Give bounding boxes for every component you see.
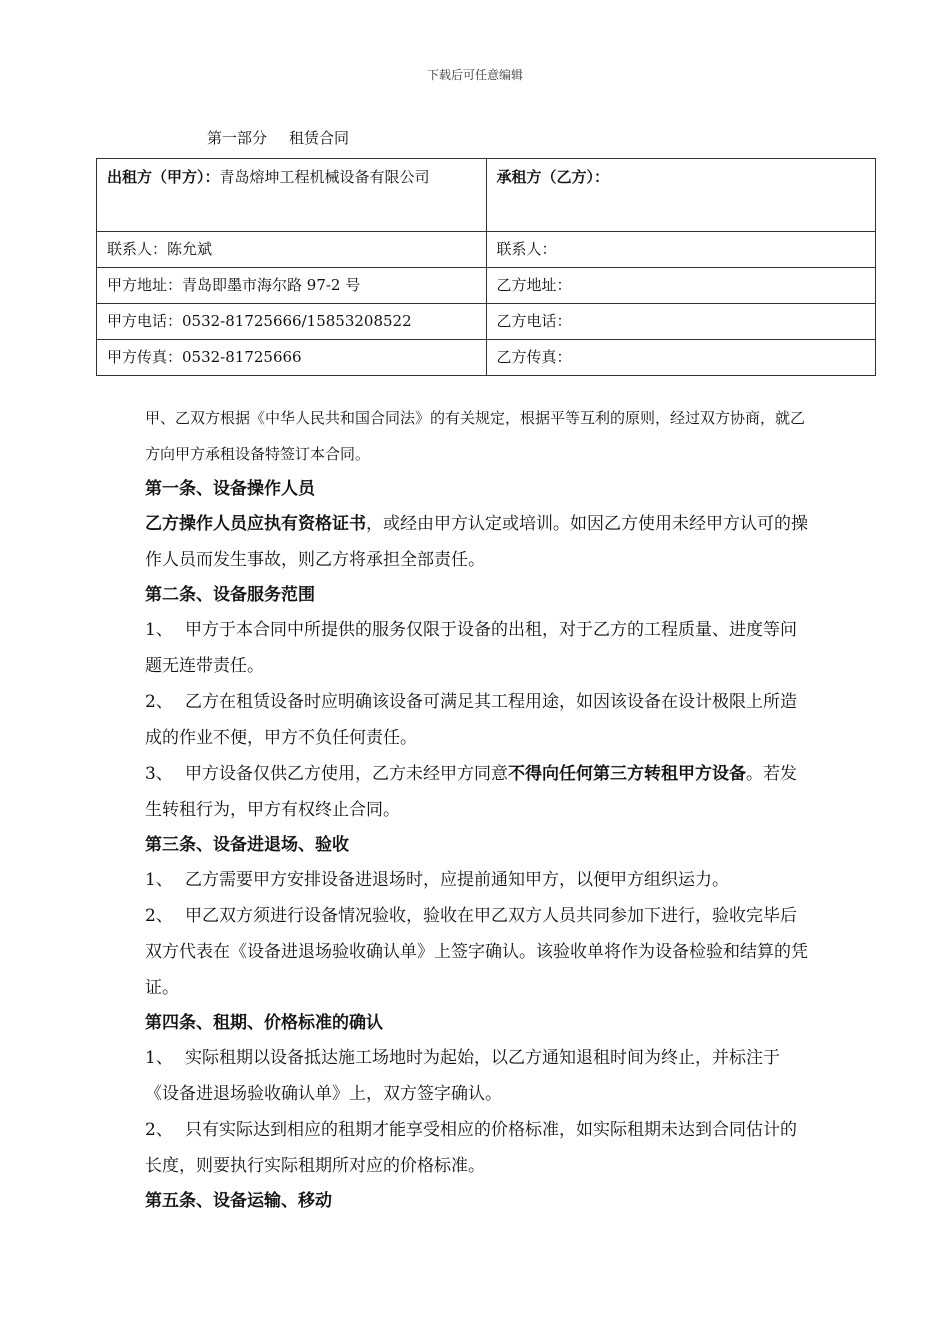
item-number: 2、: [145, 1120, 173, 1140]
address-right: 乙方地址：: [486, 268, 876, 304]
item-text: 乙方在租赁设备时应明确该设备可满足其工程用途，如因该设备在设计极限上所造成的作业不便，甲方不负任何责任。: [145, 692, 797, 748]
part-title: [207, 127, 349, 148]
lessor-cell: [97, 159, 487, 232]
lessor-name: 青岛熔坤工程机械设备有限公司: [219, 168, 430, 186]
article4-item1: [145, 1040, 810, 1112]
address-left: 甲方地址：青岛即墨市海尔路 97-2 号: [97, 268, 487, 304]
item-text: 甲乙双方须进行设备情况验收，验收在甲乙双方人员共同参加下进行，验收完毕后双方代表在《设备进退场验收确认单》上签字确认。该验收单将作为设备检验和结算的凭证。: [145, 906, 808, 998]
contract-body: [145, 400, 810, 1218]
article1-text: [145, 506, 810, 578]
item-text: 乙方需要甲方安排设备进退场时，应提前通知甲方，以便甲方组织运力。: [185, 870, 729, 890]
article3-item2: [145, 898, 810, 1006]
article2-heading: 第二条、设备服务范围: [145, 585, 315, 605]
table-row: [97, 232, 876, 268]
contact-right: 联系人：: [486, 232, 876, 268]
phone-right: 乙方电话：: [486, 304, 876, 340]
lessee-label: 承租方（乙方）：: [496, 168, 610, 186]
fax-right: 乙方传真：: [486, 340, 876, 376]
lessor-label: 出租方（甲方）：: [107, 168, 220, 186]
part-number: 第一部分: [207, 129, 268, 147]
article3-item1: [145, 862, 810, 898]
article1-heading: 第一条、设备操作人员: [145, 479, 315, 499]
item-bold: 不得向任何第三方转租甲方设备: [508, 764, 746, 784]
fax-left: 甲方传真：0532-81725666: [97, 340, 487, 376]
item-number: 1、: [145, 1048, 173, 1068]
item-text: 甲方于本合同中所提供的服务仅限于设备的出租，对于乙方的工程质量、进度等问题无连带责任。: [145, 620, 797, 676]
article1-rest: ，或经由甲方认定或培训。如因乙方使用未经甲方认可的操作人员而发生事故，则乙方将承担全部责任。: [145, 514, 808, 570]
header-note: 下载后可任意编辑: [426, 68, 523, 82]
contact-left: 联系人：陈允斌: [97, 232, 487, 268]
article4-heading: 第四条、租期、价格标准的确认: [145, 1013, 383, 1033]
item-text: 只有实际达到相应的租期才能享受相应的价格标准，如实际租期未达到合同估计的长度，则要执行实际租期所对应的价格标准。: [145, 1120, 797, 1176]
part-name: 租赁合同: [289, 129, 350, 147]
lessee-cell: [486, 159, 876, 232]
table-row: [97, 268, 876, 304]
article3-heading: 第三条、设备进退场、验收: [145, 835, 349, 855]
table-row: [97, 159, 876, 232]
item-text: 。若发生转租行为，甲方有权终止合同。: [145, 764, 797, 820]
table-row: [97, 304, 876, 340]
phone-left: 甲方电话：0532-81725666/15853208522: [97, 304, 487, 340]
article2-item1: [145, 612, 810, 684]
table-row: [97, 340, 876, 376]
item-text: 甲方设备仅供乙方使用，乙方未经甲方同意: [185, 764, 508, 784]
article2-item3: [145, 756, 810, 828]
item-number: 1、: [145, 620, 173, 640]
item-text: 实际租期以设备抵达施工场地时为起始，以乙方通知退租时间为终止，并标注于《设备进退场验收确认单》上，双方签字确认。: [145, 1048, 780, 1104]
article2-item2: [145, 684, 810, 756]
item-number: 2、: [145, 692, 173, 712]
article5-heading: 第五条、设备运输、移动: [145, 1191, 332, 1211]
article1-bold: 乙方操作人员应执有资格证书: [145, 514, 366, 534]
item-number: 1、: [145, 870, 173, 890]
intro-paragraph: 甲、乙双方根据《中华人民共和国合同法》的有关规定，根据平等互利的原则，经过双方协商，就乙方向甲方承租设备特签订本合同。: [145, 409, 806, 463]
parties-table: [96, 158, 876, 376]
item-number: 2、: [145, 906, 173, 926]
article4-item2: [145, 1112, 810, 1184]
item-number: 3、: [145, 764, 173, 784]
